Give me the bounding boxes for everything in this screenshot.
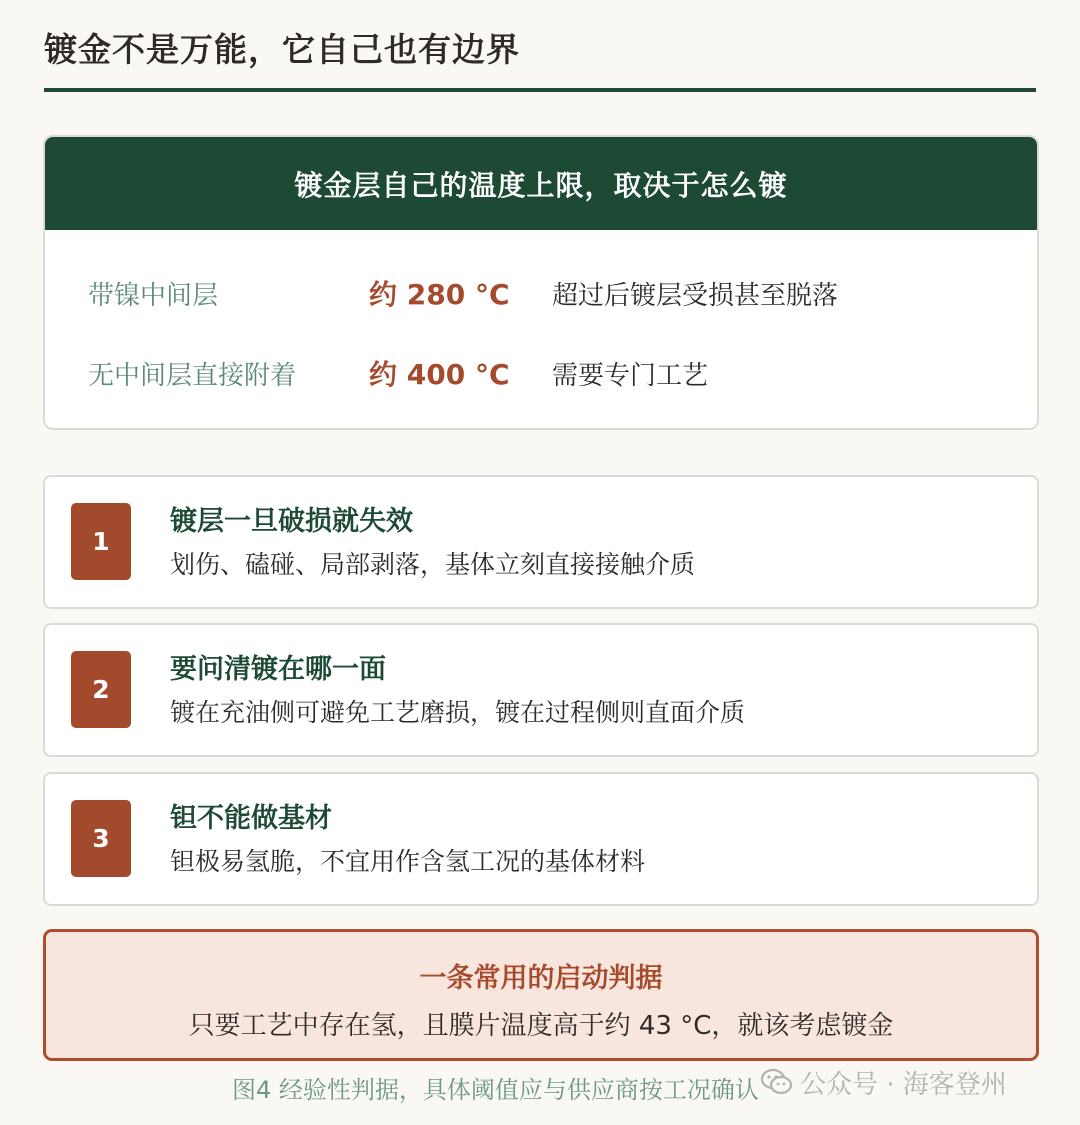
temperature-limit-card [43,135,1039,430]
temperature-row-value: 约 400 °C [369,358,510,391]
number-badge: 3 [71,800,131,877]
rule-text: 只要工艺中存在氢，且膜片温度高于约 43 °C，就该考虑镀金 [188,1011,894,1041]
point-description: 钽极易氢脆，不宜用作含氢工况的基体材料 [170,847,646,876]
point-card [43,772,1039,906]
title-divider [44,88,1036,92]
temperature-row [45,353,1037,393]
temperature-row-note: 超过后镀层受损甚至脱落 [552,280,839,311]
watermark [760,1063,1007,1101]
figure-caption: 图4 经验性判据，具体阈值应与供应商按工况确认 [232,1076,759,1104]
point-title: 钽不能做基材 [170,803,332,834]
point-title: 镀层一旦破损就失效 [170,506,413,537]
page-title: 镀金不是万能，它自己也有边界 [44,30,520,69]
point-card [43,623,1039,757]
number-badge: 1 [71,503,131,580]
temperature-row-note: 需要专门工艺 [552,360,709,391]
temperature-row-value: 约 280 °C [369,278,510,311]
temperature-row-label: 无中间层直接附着 [88,360,297,391]
number-badge: 2 [71,651,131,728]
watermark-text: 公众号 · 海客登州 [800,1069,1007,1100]
temperature-card-header: 镀金层自己的温度上限，取决于怎么镀 [45,137,1037,230]
point-description: 划伤、磕碰、局部剥落，基体立刻直接接触介质 [170,550,696,579]
temperature-row-label: 带镍中间层 [88,280,219,311]
wechat-icon [760,1065,794,1099]
rule-title: 一条常用的启动判据 [419,963,663,994]
point-card [43,475,1039,609]
rule-callout [43,929,1039,1061]
temperature-row [45,273,1037,313]
point-title: 要问清镀在哪一面 [170,654,386,685]
point-description: 镀在充油侧可避免工艺磨损，镀在过程侧则直面介质 [170,698,746,727]
